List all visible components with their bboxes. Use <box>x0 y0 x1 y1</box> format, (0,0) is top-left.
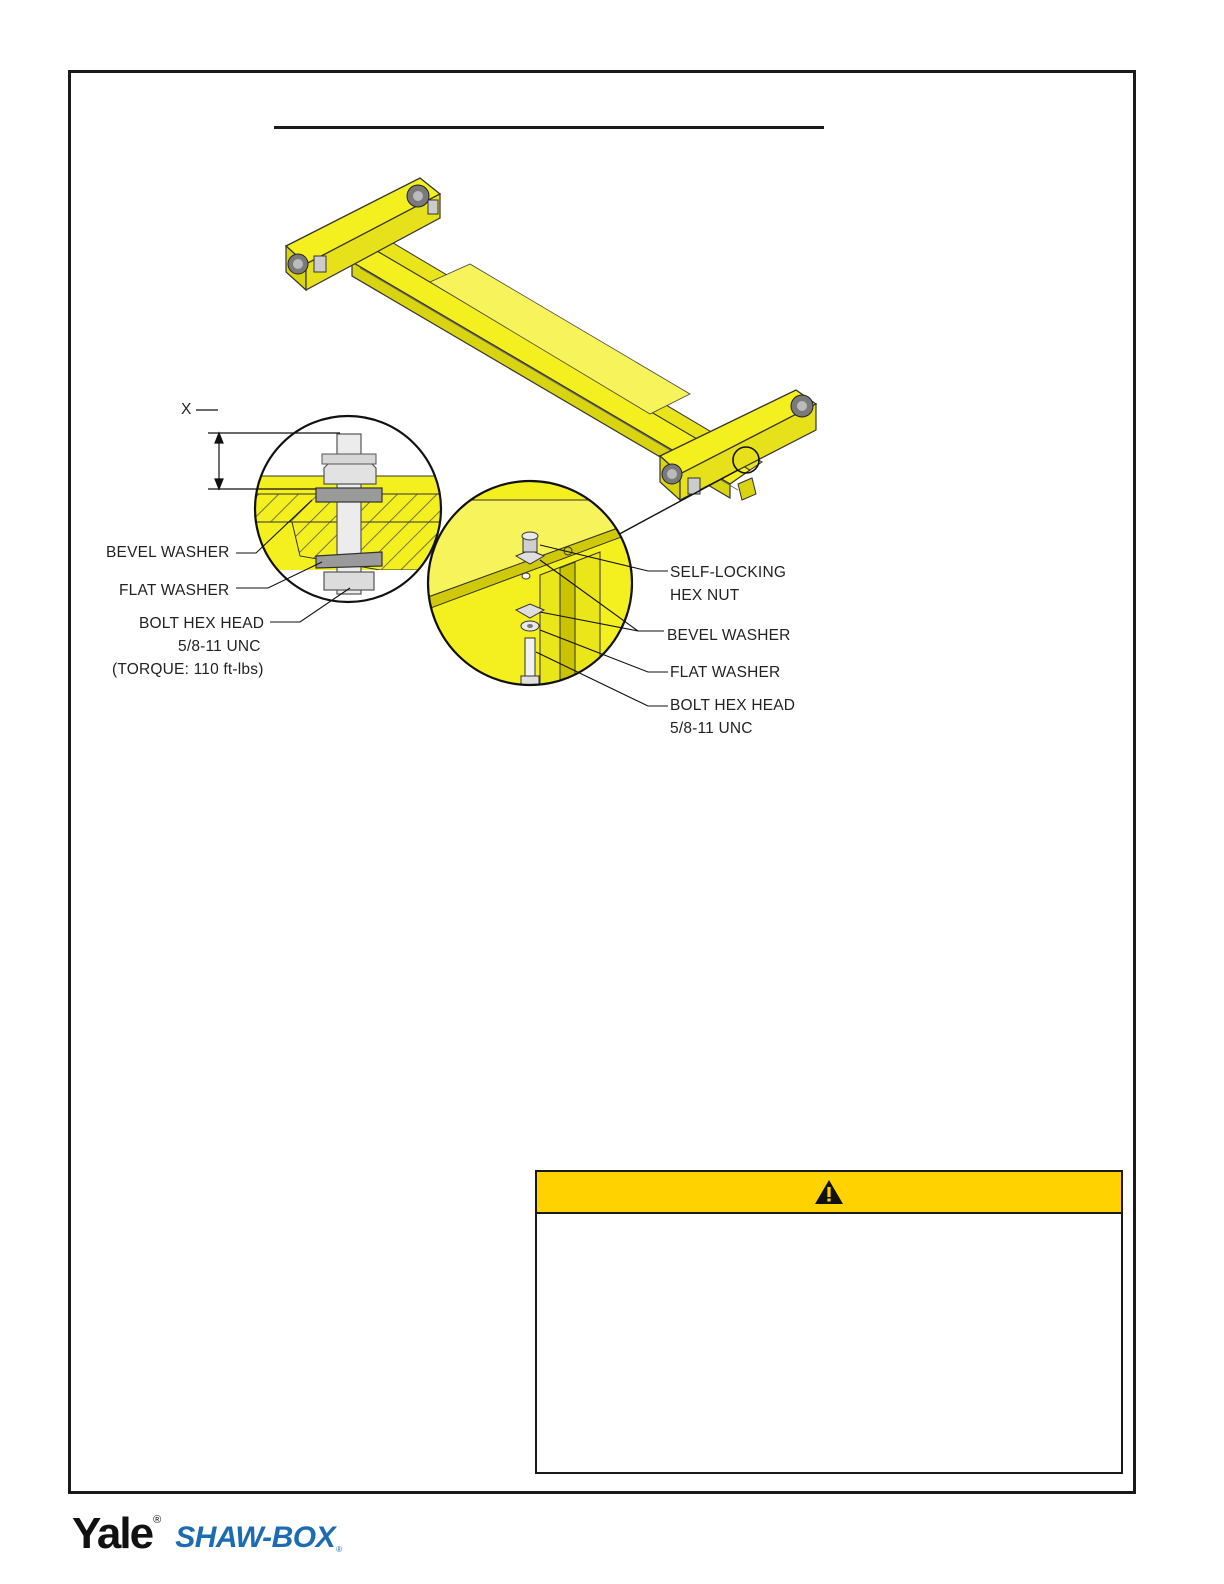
right-hex-nut-label: HEX NUT <box>670 587 740 604</box>
yale-registered-mark: ® <box>153 1514 162 1526</box>
left-bevel-washer-label: BEVEL WASHER <box>106 544 230 561</box>
warning-triangle-icon <box>814 1179 844 1205</box>
warning-body <box>537 1214 1121 1250</box>
shawbox-logo: SHAW-BOX <box>175 1521 336 1554</box>
right-flat-washer-label: FLAT WASHER <box>670 664 781 681</box>
yale-logo: Yale <box>72 1509 153 1558</box>
left-flat-washer-label: FLAT WASHER <box>119 582 230 599</box>
left-detail-section <box>240 380 460 630</box>
dimension-x-label: X <box>181 401 192 418</box>
end-truck-right <box>660 390 816 500</box>
right-bolt-hex-head-label: BOLT HEX HEAD <box>670 697 796 714</box>
warning-box <box>535 1170 1123 1474</box>
left-bolt-thread-label: 5/8-11 UNC <box>178 638 261 655</box>
brand-logos <box>72 1508 342 1556</box>
right-detail-section <box>420 481 640 700</box>
left-bolt-hex-head-label: BOLT HEX HEAD <box>139 615 265 632</box>
warning-header <box>537 1172 1121 1214</box>
right-bolt-thread-label: 5/8-11 UNC <box>670 720 753 737</box>
right-self-locking-label: SELF-LOCKING <box>670 564 787 581</box>
left-torque-label: (TORQUE: 110 ft-lbs) <box>112 661 264 678</box>
shawbox-registered-mark: ® <box>336 1545 342 1554</box>
right-bevel-washer-label: BEVEL WASHER <box>667 627 791 644</box>
